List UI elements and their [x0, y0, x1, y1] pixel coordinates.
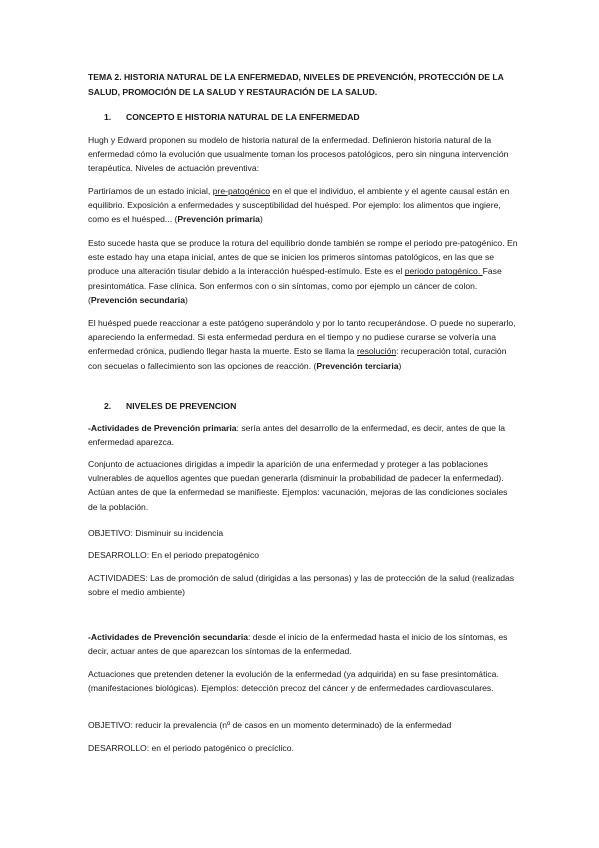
section-heading-2 [104, 399, 236, 413]
paragraph: Actuaciones que pretenden detener la evolución de la enfermedad (ya adquirida) en su fase presintomática. (manifestaciones biológicas). Ejemplos: detección precoz del cáncer y de enfermedades cardiovasculares. [88, 669, 499, 694]
paragraph: Partiríamos de un estado inicial, pre-patogénico en el que el individuo, el ambiente y el agente causal están en equilibrio. Exposición a enfermedades y susceptibilidad del huésped. Por ejemplo: los alimentos que ingiere, como es el huésped... (Prevención primaria) [88, 186, 510, 225]
paragraph: ACTIVIDADES: Las de promoción de salud (dirigidas a las personas) y las de protección de la salud (realizadas sobre el medio ambiente) [88, 573, 515, 598]
paragraph: -Actividades de Prevención primaria: sería antes del desarrollo de la enfermedad, es decir, antes de que la enfermedad aparezca. [88, 423, 506, 448]
document-title: TEMA 2. HISTORIA NATURAL DE LA ENFERMEDAD, NIVELES DE PREVENCIÓN, PROTECCIÓN DE LA SALUD, PROMOCIÓN DE LA SALUD Y RESTAURACIÓN DE LA SALUD. [88, 72, 504, 97]
paragraph: DESARROLLO: En el periodo prepatogénico [88, 550, 260, 560]
section-number: 1. [104, 112, 112, 122]
section-title: CONCEPTO E HISTORIA NATURAL DE LA ENFERMEDAD [126, 112, 360, 122]
section-title: NIVELES DE PREVENCION [126, 401, 237, 411]
paragraph: OBJETIVO: reducir la prevalencia (nº de casos en un momento determinado) de la enfermedad [88, 720, 452, 730]
paragraph: DESARROLLO: en el periodo patogénico o precíclico. [88, 743, 294, 753]
underlined-term: resolución [356, 346, 397, 357]
bold-term: -Actividades de Prevención secundaria [88, 632, 248, 642]
paragraph: Esto sucede hasta que se produce la rotura del equilibrio donde también se rompe el periodo pre-patogénico. En este estado hay una etapa inicial, antes de que se inicien los primeros síntomas patológicos, en las que se produce una alteración tisular debido a la interacción huésped-estímulo. Este es el periodo patogénico. Fase presintomática. Fase clínica. Son enfermos con o sin síntomas, como por ejemplo un cáncer de colon. (Prevención secundaria) [88, 238, 518, 305]
underlined-term: periodo patogénico. [404, 266, 483, 277]
paragraph: OBJETIVO: Disminuir su incidencia [88, 528, 224, 538]
underlined-term: pre-patogénico [212, 186, 271, 196]
section-number: 2. [104, 401, 112, 411]
paragraph: El huésped puede reaccionar a este patógeno superándolo y por lo tanto recuperándose. O puede no superarlo, apareciendo la enfermedad. Si esta enfermedad perdura en el tiempo y no pudiese curarse se volvería una enfermedad crónica, pudiendo llegar hasta la muerte. Esto se llama la resolución: recuperación total, curación con secuelas o fallecimiento son las opciones de reacción. (Prevención terciaria) [88, 318, 516, 371]
bold-term: Prevención terciaria [316, 360, 399, 371]
paragraph: Hugh y Edward proponen su modelo de historia natural de la enfermedad. Definieron historia natural de la enfermedad cómo la evolución que usualmente toman los procesos patológicos, pero sin ninguna intervención terapéutica. Niveles de actuación preventiva: [88, 135, 509, 174]
section-heading-1 [104, 110, 360, 124]
paragraph: Conjunto de actuaciones dirigidas a impedir la aparición de una enfermedad y proteger a las poblaciones vulnerables de aquellos agentes que puedan generarla (disminuir la probabilidad de padecer la enfermedad). Actúan antes de que la enfermedad se manifieste. Ejemplos: vacunación, mejoras de las condiciones sociales de la población. [88, 459, 508, 512]
bold-term: Prevención secundaria [90, 294, 185, 305]
paragraph: -Actividades de Prevención secundaria: desde el inicio de la enfermedad hasta el inicio de los síntomas, es decir, actuar antes de que aparezcan los síntomas de la enfermedad. [88, 632, 508, 657]
bold-term: Prevención primaria [177, 214, 260, 225]
bold-term: -Actividades de Prevención primaria [88, 423, 237, 433]
